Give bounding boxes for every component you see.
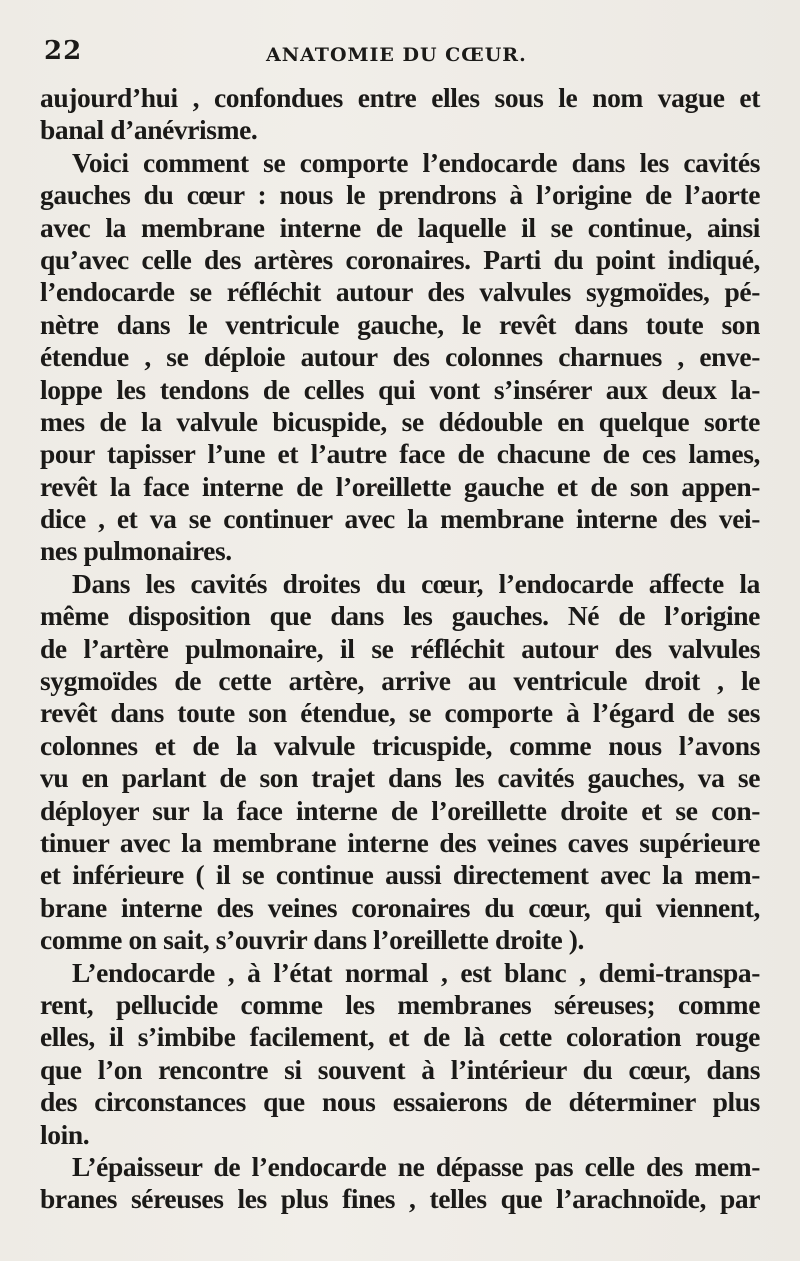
text-line: rent, pellucide comme les membranes séreuses; comme <box>40 988 760 1020</box>
text-line: étendue , se déploie autour des colonnes charnues , enve- <box>40 341 760 373</box>
text-line: comme on sait, s’ouvrir dans l’oreillette droite ). <box>40 924 585 956</box>
text-line: des circonstances que nous essaierons de déterminer plus <box>40 1086 760 1118</box>
text-line: banal d’anévrisme. <box>40 114 258 146</box>
text-line: nes pulmonaires. <box>40 535 232 567</box>
text-line: Dans les cavités droites du cœur, l’endocarde affecte la <box>72 567 760 599</box>
text-line: loppe les tendons de celles qui vont s’insérer aux deux la- <box>40 373 760 405</box>
paragraph <box>40 957 760 1151</box>
paragraph <box>40 568 760 957</box>
text-line: branes séreuses les plus fines , telles que l’arachnoïde, par <box>40 1183 760 1215</box>
text-line: nètre dans le ventricule gauche, le revêt dans toute son <box>40 308 760 340</box>
text-line: et inférieure ( il se continue aussi directement avec la mem- <box>40 859 760 891</box>
text-line: de l’artère pulmonaire, il se réfléchit autour des valvules <box>40 632 760 664</box>
text-line: loin. <box>40 1118 90 1150</box>
paragraph <box>40 147 760 568</box>
text-line: brane interne des veines coronaires du cœur, qui viennent, <box>40 891 760 923</box>
page-number: 22 <box>44 36 83 66</box>
text-line: dice , et va se continuer avec la membrane interne des vei- <box>40 503 760 535</box>
text-line: l’endocarde se réfléchit autour des valvules sygmoïdes, pé- <box>40 276 760 308</box>
text-line: mes de la valvule bicuspide, se dédouble en quelque sorte <box>40 405 760 437</box>
text-line: elles, il s’imbibe facilement, et de là cette coloration rouge <box>40 1021 760 1053</box>
body-text <box>40 82 760 1216</box>
text-line: qu’avec celle des artères coronaires. Parti du point indiqué, <box>40 243 760 275</box>
page-header <box>44 36 744 70</box>
text-line: revêt la face interne de l’oreillette gauche et de son appen- <box>40 470 760 502</box>
text-line: déployer sur la face interne de l’oreillette droite et se con- <box>40 794 760 826</box>
text-line: même disposition que dans les gauches. Né de l’origine <box>40 600 760 632</box>
text-line: gauches du cœur : nous le prendrons à l’origine de l’aorte <box>40 179 760 211</box>
paragraph <box>40 82 760 147</box>
text-line: sygmoïdes de cette artère, arrive au ventricule droit , le <box>40 665 760 697</box>
text-line: que l’on rencontre si souvent à l’intérieur du cœur, dans <box>40 1053 760 1085</box>
text-line: tinuer avec la membrane interne des veines caves supérieure <box>40 826 760 858</box>
text-line: L’épaisseur de l’endocarde ne dépasse pas celle des mem- <box>72 1150 760 1182</box>
paragraph <box>40 1151 760 1216</box>
text-line: vu en parlant de son trajet dans les cavités gauches, va se <box>40 762 760 794</box>
text-line: Voici comment se comporte l’endocarde dans les cavités <box>72 146 760 178</box>
text-line: pour tapisser l’une et l’autre face de chacune de ces lames, <box>40 438 760 470</box>
text-line: aujourd’hui , confondues entre elles sous le nom vague et <box>40 82 760 113</box>
text-line: colonnes et de la valvule tricuspide, comme nous l’avons <box>40 729 760 761</box>
running-title: ANATOMIE DU CŒUR. <box>266 44 527 66</box>
text-line: avec la membrane interne de laquelle il se continue, ainsi <box>40 211 760 243</box>
text-line: revêt dans toute son étendue, se comporte à l’égard de ses <box>40 697 760 729</box>
text-line: L’endocarde , à l’état normal , est blanc , demi-transpa- <box>72 956 760 988</box>
